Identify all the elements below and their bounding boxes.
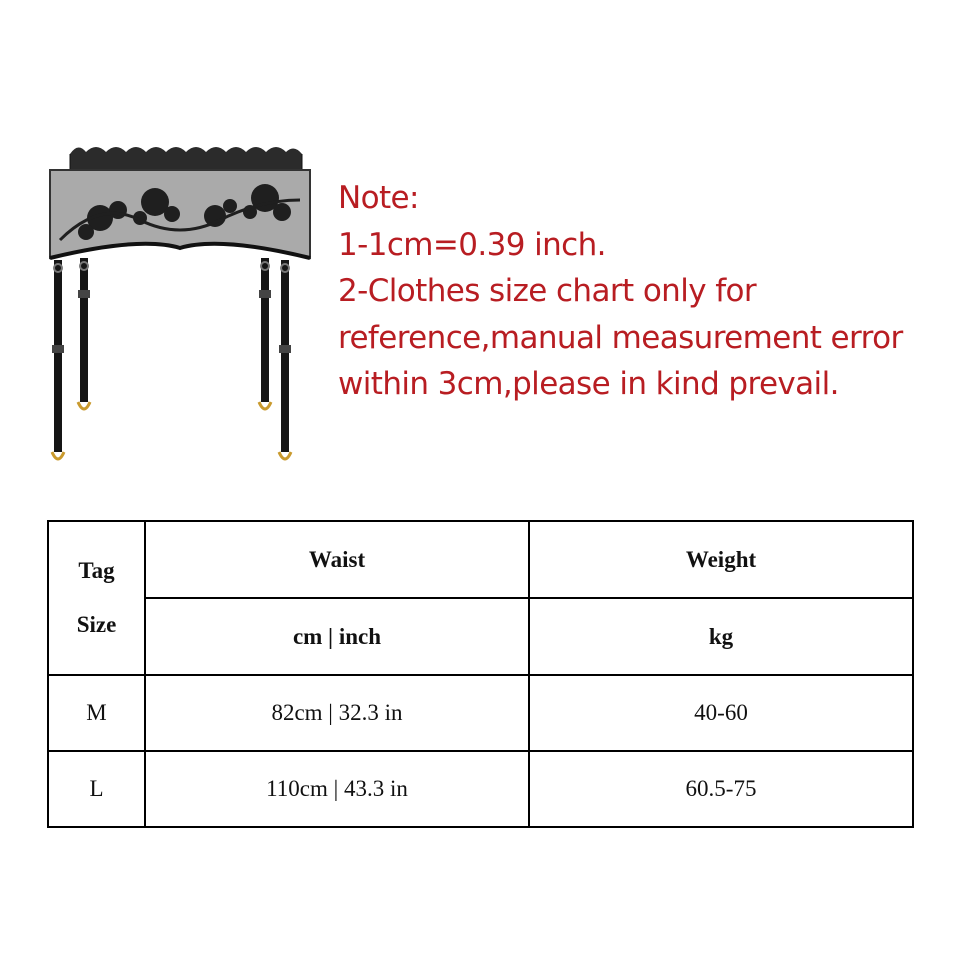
weight-unit: kg — [529, 598, 913, 675]
note-line-2: 2-Clothes size chart only for — [338, 273, 757, 309]
tag-size-header — [48, 521, 145, 675]
waist-cell: 110cm | 43.3 in — [145, 751, 529, 827]
table-header-row — [48, 521, 913, 598]
note-line-1: 1-1cm=0.39 inch. — [338, 226, 606, 263]
table-row — [48, 751, 913, 827]
note-line-4: within 3cm,please in kind prevail. — [338, 366, 839, 402]
tag-label: Tag — [78, 558, 115, 583]
waist-header: Waist — [145, 521, 529, 598]
note-text-block — [338, 175, 948, 408]
waist-unit: cm | inch — [145, 598, 529, 675]
weight-header: Weight — [529, 521, 913, 598]
size-chart-table — [47, 520, 914, 828]
garter-belt-image — [40, 140, 320, 485]
weight-cell: 40-60 — [529, 675, 913, 751]
size-label: Size — [76, 612, 117, 637]
table-units-row — [48, 598, 913, 675]
weight-cell: 60.5-75 — [529, 751, 913, 827]
table-row — [48, 675, 913, 751]
size-cell: L — [48, 751, 145, 827]
note-title: Note: — [338, 180, 419, 216]
note-line-3: reference,manual measurement error — [338, 319, 903, 356]
size-cell: M — [48, 675, 145, 751]
waist-cell: 82cm | 32.3 in — [145, 675, 529, 751]
